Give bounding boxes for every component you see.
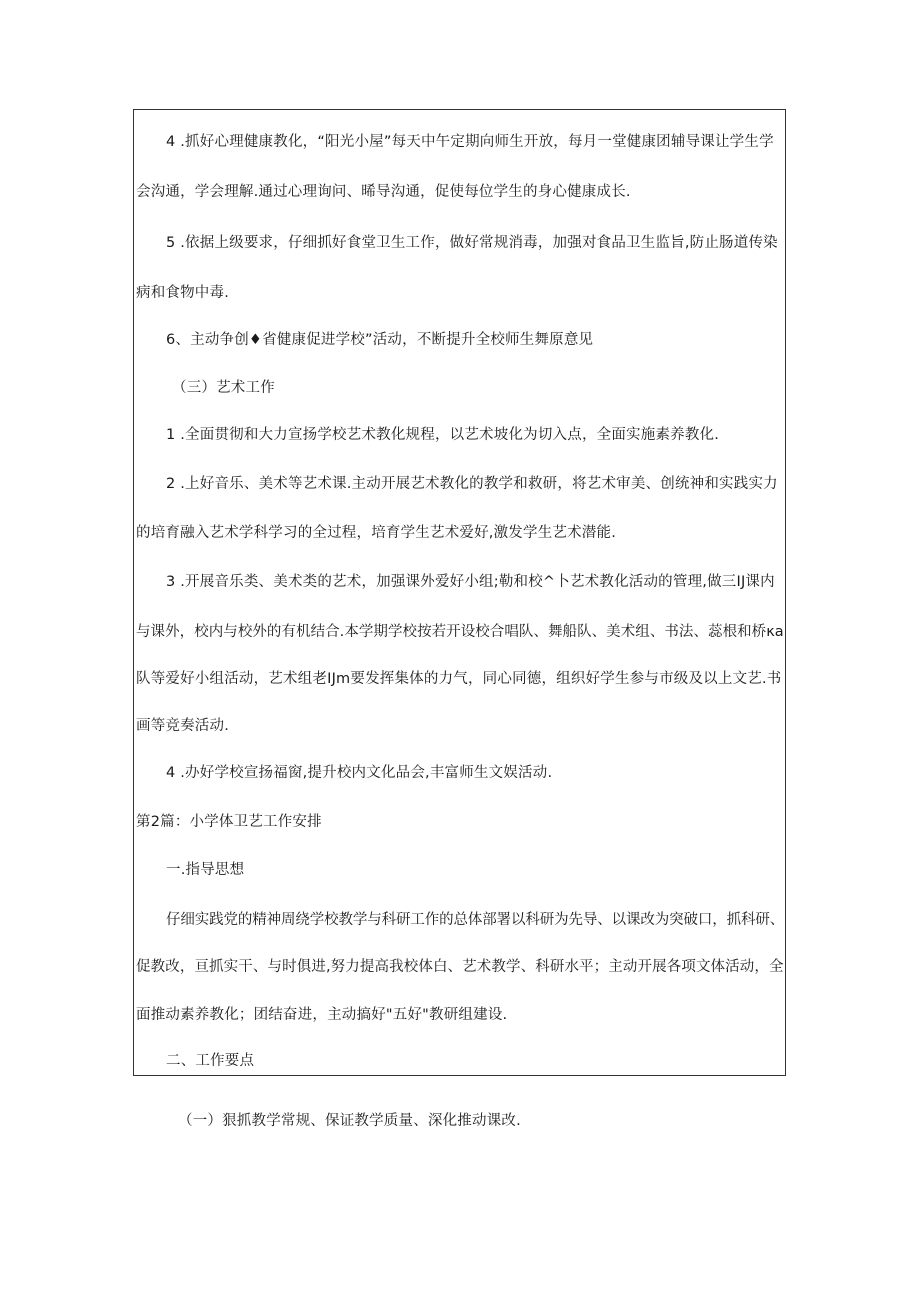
page-border [133, 109, 786, 1076]
paragraph-line: 仔细实践党的精神周绕学校教学与科研工作的总体部署以科研为先导、以课改为突破口，抓科研、 [166, 912, 785, 928]
subsection-heading: （一）狠抓教学常规、保证教学质量、深化推动课改. [178, 1113, 521, 1129]
paragraph-line: 队等爱好小组活动，艺术组老IJm要发挥集体的力气，同心同德，组织好学生参与市级及以上文艺.书 [136, 671, 782, 687]
chapter-title: 第2篇：小学体卫艺工作安排 [136, 814, 322, 830]
paragraph-line: 面推动素养教化；团结奋进，主动搞好"五好"教研组建设. [136, 1007, 508, 1023]
paragraph-line: 病和食物中毒. [136, 285, 230, 301]
section-heading: 二、工作要点 [166, 1053, 255, 1069]
paragraph-line: 1 .全面贯彻和大力宣扬学校艺术教化规程，以艺术坡化为切入点，全面实施素养教化. [166, 427, 720, 443]
paragraph-line: 会沟通，学会理解.通过心理询问、晞导沟通，促使每位学生的身心健康成长. [136, 184, 631, 200]
paragraph-line: 4 .抓好心理健康教化，“阳光小屋”每天中午定期向师生开放，每月一堂健康团辅导课让学生学 [166, 134, 774, 150]
paragraph-line: 6、主动争创♦省健康促进学校”活动，不断提升全校师生舞原意见 [166, 332, 594, 348]
section-heading: 一.指导思想 [166, 862, 245, 878]
paragraph-line: 促教改，亘抓实干、与时俱进,努力提高我校体白、艺术教学、科研水平；主动开展各项文体活动，全 [136, 959, 784, 975]
paragraph-line: 画等竞奏活动. [136, 718, 230, 734]
paragraph-line: 4 .办好学校宣扬福窗,提升校内文化品会,丰富师生文娱活动. [166, 765, 553, 781]
paragraph-line: 与课外，校内与校外的有机结合.本学期学校按若开设校合唱队、舞船队、美术组、书法、蕊根和桥κa [136, 624, 784, 640]
paragraph-line: 2 .上好音乐、美术等艺术课.主动开展艺术教化的教学和救研，将艺术审美、创统神和实践实力 [166, 476, 778, 492]
paragraph-line: 5 .依据上级要求，仔细抓好食堂卫生工作，做好常规消毒，加强对食品卫生监旨,防止肠道传染 [166, 235, 778, 251]
paragraph-line: 3 .开展音乐类、美术类的艺术，加强课外爱好小组;勒和校^卜艺术教化活动的管理,做三IJ课内 [166, 574, 775, 590]
section-heading: （三）艺术工作 [172, 380, 275, 396]
paragraph-line: 的培育融入艺术学科学习的全过程，培育学生艺术爱好,激发学生艺术潜能. [136, 525, 617, 541]
